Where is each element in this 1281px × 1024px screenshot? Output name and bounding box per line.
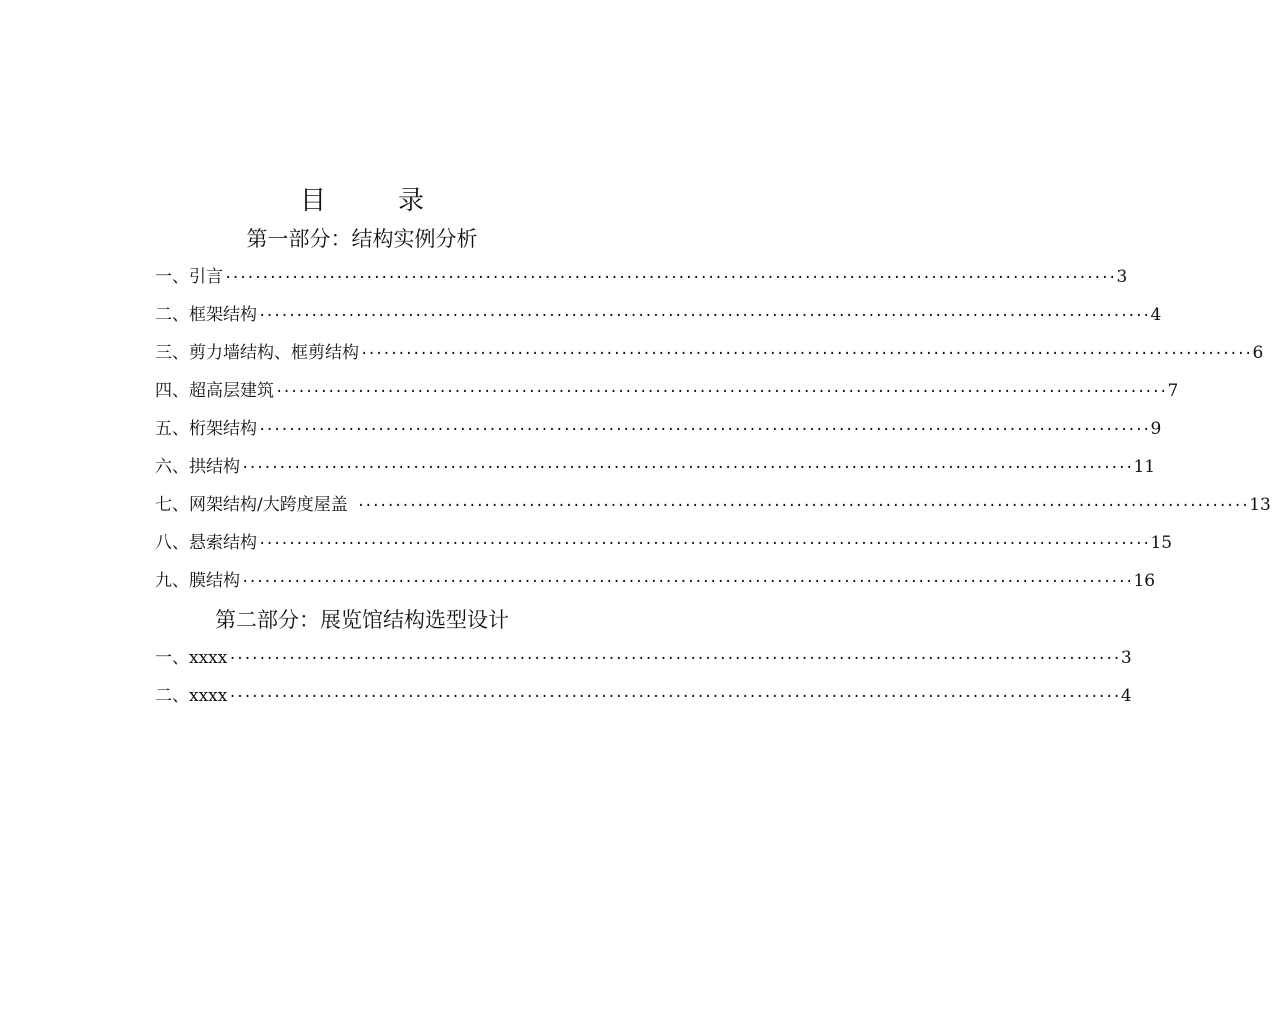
dot-leader: ························································································································ (241, 574, 1133, 590)
toc-entry-label: 四、超高层建筑 (155, 381, 274, 401)
toc-entry (155, 646, 1132, 670)
toc-entry-page: 11 (1133, 457, 1156, 477)
toc-entry-label: 九、膜结构 (155, 571, 240, 591)
dot-leader: ························································································································ (258, 308, 1150, 324)
toc-entry-label: 一、引言 (155, 267, 223, 287)
toc-entry (155, 455, 1156, 479)
dot-leader: ························································································································ (275, 384, 1167, 400)
toc-entry-page: 15 (1150, 533, 1173, 553)
toc-entry (155, 684, 1132, 708)
part-heading-1: 第一部分：结构实例分析 (246, 227, 478, 251)
toc-title-right: 录 (398, 186, 425, 216)
toc-entry (155, 569, 1156, 593)
toc-entry-label: 二、框架结构 (155, 305, 257, 325)
toc-entry-page: 16 (1133, 571, 1156, 591)
toc-entry-page: 6 (1252, 343, 1264, 363)
toc-entry (155, 531, 1173, 555)
dot-leader: ························································································································ (258, 536, 1150, 552)
toc-entry-label: 一、xxxx (155, 648, 228, 668)
toc-entry-label: 五、桁架结构 (155, 419, 257, 439)
toc-entry-label: 六、拱结构 (155, 457, 240, 477)
dot-leader: ························································································································ (224, 270, 1116, 286)
toc-title-left: 目 (299, 186, 326, 216)
toc-entry-label: 八、悬索结构 (155, 533, 257, 553)
part-heading-2: 第二部分：展览馆结构选型设计 (215, 608, 509, 632)
dot-leader: ························································································································ (356, 498, 1249, 514)
toc-entry (155, 379, 1179, 403)
toc-entry-page: 7 (1167, 381, 1179, 401)
toc-title (0, 184, 724, 218)
toc-entry-page: 3 (1120, 648, 1132, 668)
toc-entry-page: 9 (1150, 419, 1162, 439)
toc-entry-page: 13 (1249, 495, 1271, 515)
toc-entry (155, 303, 1162, 327)
dot-leader: ························································································································ (258, 422, 1150, 438)
toc-entry (155, 493, 1271, 517)
toc-entry-page: 4 (1120, 686, 1132, 706)
dot-leader: ························································································································ (228, 651, 1120, 667)
toc-entry (155, 417, 1162, 441)
toc-entry-label: 二、xxxx (155, 686, 228, 706)
toc-entry-page: 4 (1150, 305, 1162, 325)
toc-entry-label: 三、剪力墙结构、框剪结构 (155, 343, 359, 363)
dot-leader: ························································································································ (360, 346, 1252, 362)
toc-entry (155, 265, 1128, 289)
dot-leader: ························································································································ (241, 460, 1133, 476)
dot-leader: ························································································································ (228, 689, 1120, 705)
toc-entry-label: 七、网架结构/大跨度屋盖 (155, 495, 348, 515)
toc-entry (155, 341, 1264, 365)
toc-entry-page: 3 (1116, 267, 1128, 287)
